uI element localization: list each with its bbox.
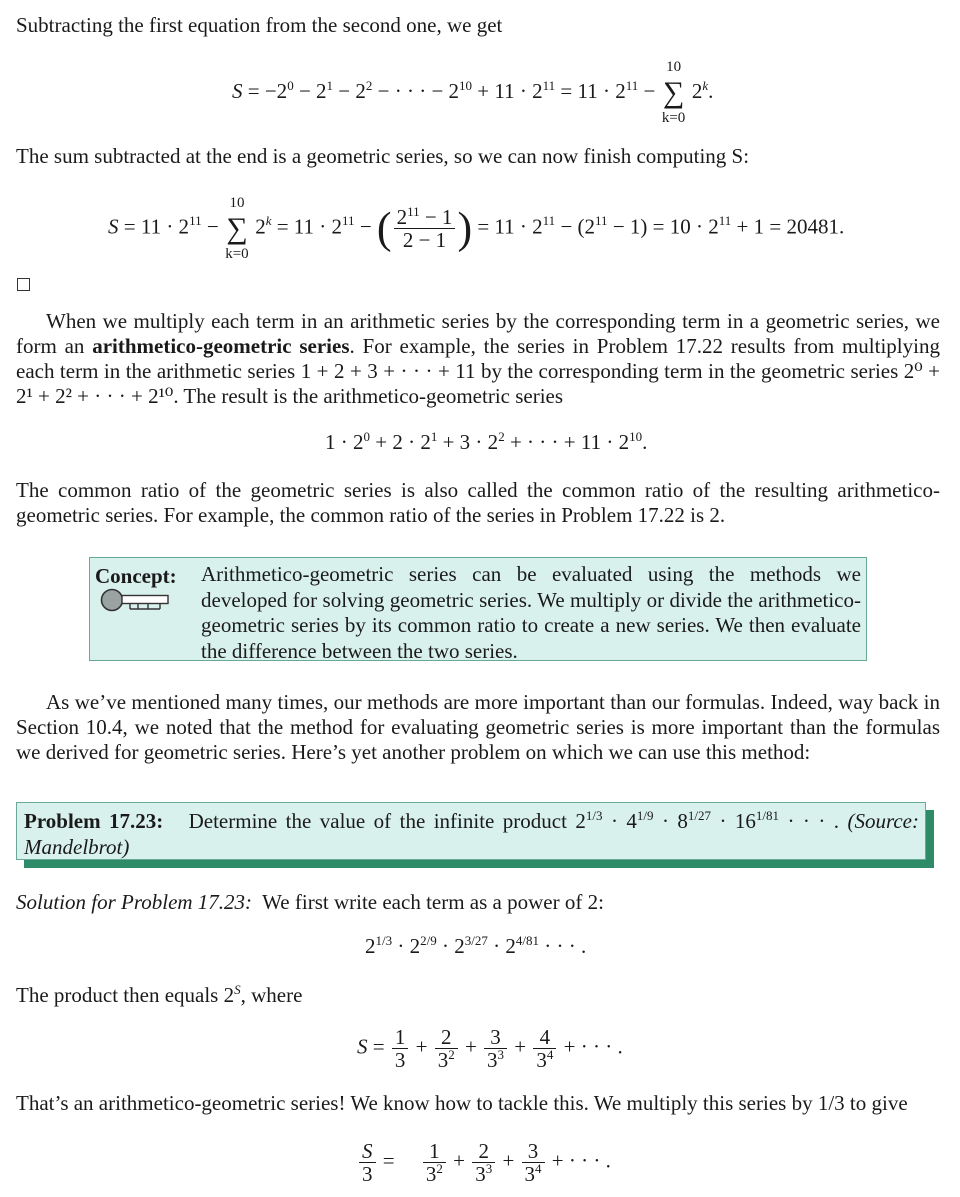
intro-text-2: The sum subtracted at the end is a geometric series, so we can now finish computing S: <box>16 144 750 168</box>
equation-1: $S = -2^0 - 2^1 - 2^2$ − · · · − $2^{10} + 11 \cdot 2^{11} = 11 \cdot 2^{11}$ − 10 ∑ k=0 2$^k$. <box>232 59 714 126</box>
solution-intro: Solution for Problem 17.23: We first write each term as a power of 2: <box>16 890 604 914</box>
paragraph-arithmetico: When we multiply each term in an arithmetic series by the corresponding term in a geometric series, we form an arithmetico-geometric series. For example, the series in Problem 17.22 results from multiplying each term in the arithmetic series 1 + 2 + 3 + · · · + 11 by the corresponding term in the geometric series 2⁰ + 2¹ + 2² + · · · + 2¹⁰. The result is the arithmetico-geometric series <box>16 309 940 408</box>
paragraph-common-ratio: The common ratio of the geometric series is also called the common ratio of the resulting arithmetico-geometric series. For example, the common ratio of the series in Problem 17.22 is 2. <box>16 478 940 527</box>
paragraph-methods: As we’ve mentioned many times, our methods are more important than our formulas. Indeed, way back in Section 10.4, we noted that the method for evaluating geometric series is more important than the formulas we derived for geometric series. Here’s yet another problem on which we can use this method: <box>16 690 940 764</box>
product-text: The product then equals $2^S$, where <box>16 982 303 1007</box>
problem-text: Problem 17.23: Determine the value of the infinite product $2^{1/3} \cdot 4^{1/9} \cdot 8^{1/27} \cdot 16^{1/81}$ · · · . (Source: Mandelbrot) <box>24 808 919 859</box>
concept-label: Concept: <box>95 564 177 588</box>
equation-powers: $2^{1/3} \cdot 2^{2/9} \cdot 2^{3/27} \cdot 2^{4/81}$ · · · . <box>365 933 587 958</box>
result-value: 20481 <box>786 214 839 239</box>
intro-text-1: Subtracting the first equation from the second one, we get <box>16 13 503 37</box>
equation-3: $1 \cdot 2^0 + 2 \cdot 2^1 + 3 \cdot 2^2$ + · · · + $11 \cdot 2^{10}$. <box>325 429 648 454</box>
paragraph-multiply: That’s an arithmetico-geometric series! We know how to tackle this. We multiply this series by 1/3 to give <box>16 1091 908 1115</box>
problem-box <box>16 802 926 860</box>
key-icon <box>100 588 172 614</box>
concept-text: Arithmetico-geometric series can be evaluated using the methods we developed for solving geometric series. We multiply or divide the arithmetico-geometric series by its common ratio to create a new series. We then evaluate the difference between the two series. <box>201 562 861 663</box>
concept-box <box>89 557 867 661</box>
equation-s: S = $\frac{1}{3}$ + $\frac{2}{3^2}$ + $\frac{3}{3^3}$ + $\frac{4}{3^4}$ + · · · . <box>357 1025 623 1072</box>
sigma-symbol: 10 ∑ k=0 <box>661 59 686 126</box>
equation-s-third: $\frac{S}{3}$ = $\frac{1}{3^2}$ + $\frac{2}{3^3}$ + $\frac{3}{3^4}$ + · · · . <box>357 1140 611 1185</box>
equation-2: $S = 11 \cdot 2^{11}$ − 10 ∑ k=0 $2^k = 11 \cdot 2^{11}$ − ( $\frac{2^{11} - 1}{2 - 1}$ ) = $11 \cdot 2^{11} - (2^{11} - 1) = 10 \cdot 2^{11} + 1 = 20481$. <box>108 194 845 262</box>
qed-box <box>17 278 30 291</box>
